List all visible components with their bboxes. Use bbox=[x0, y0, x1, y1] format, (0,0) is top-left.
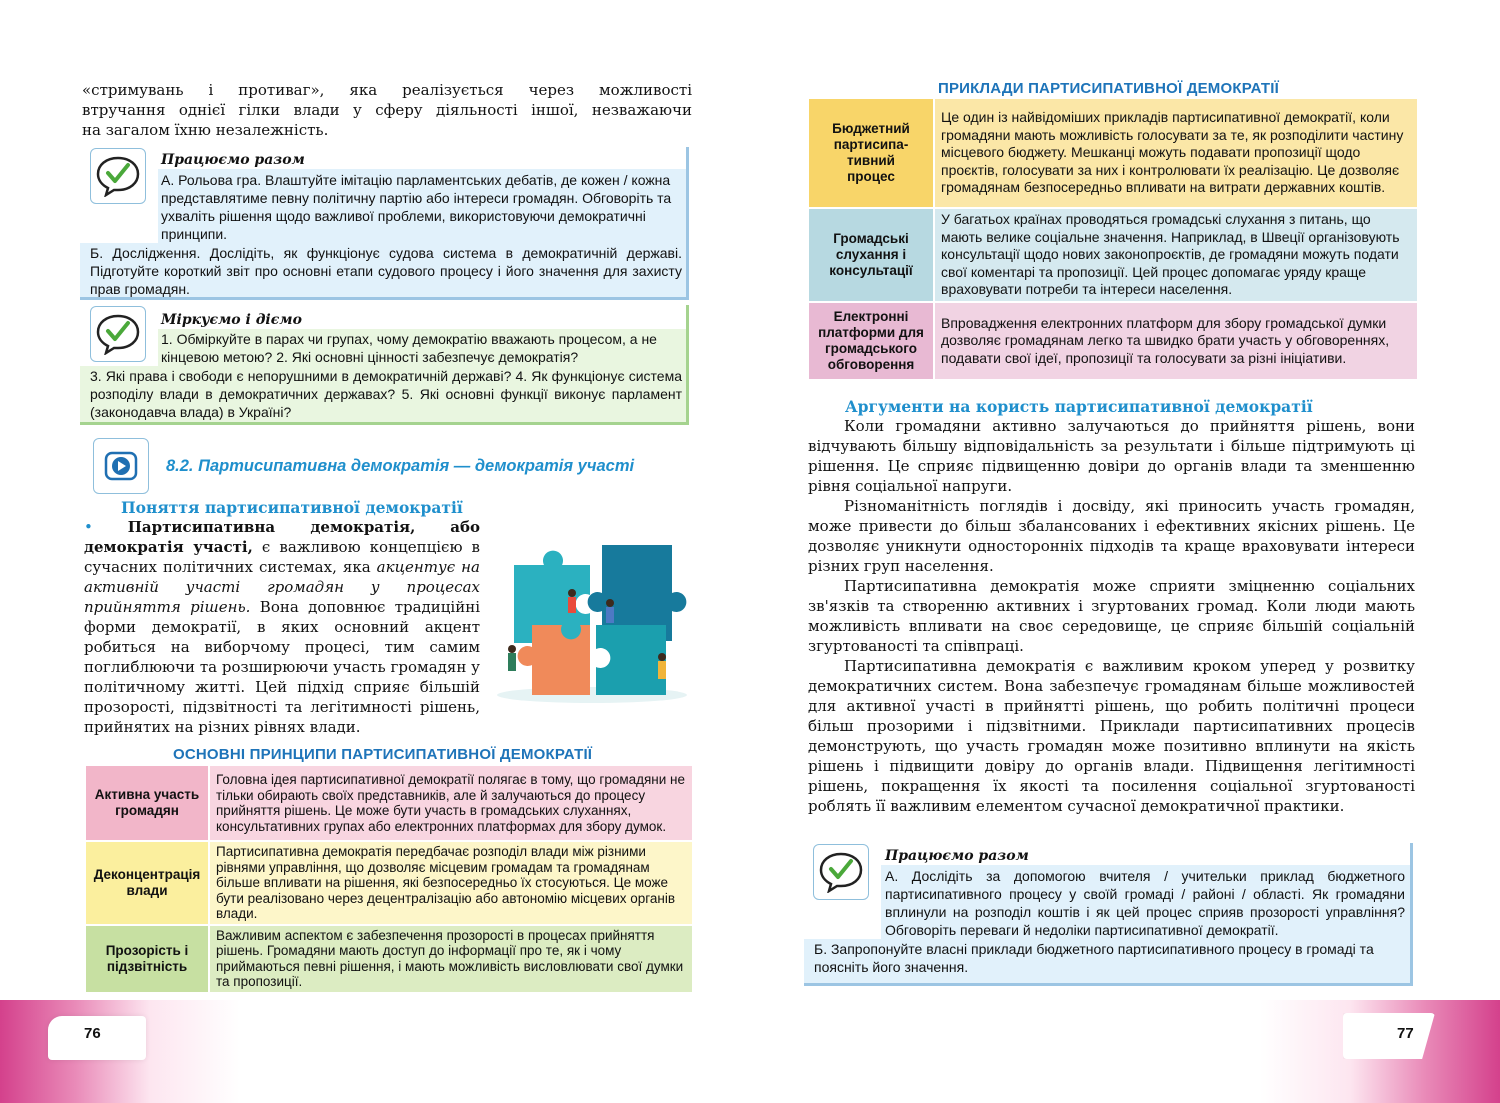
page-number-right: 77 bbox=[1397, 1025, 1414, 1042]
page-number-tab-right bbox=[1343, 1013, 1435, 1059]
row-label: Деконцентрація влади bbox=[85, 841, 209, 925]
intro-paragraph bbox=[82, 80, 692, 140]
row-text: Важливим аспектом є забезпечення прозорості в процесах прийняття рішень. Громадяни мають доступ до інформації про те, як і чому приймаються певні рішення, і мають можливість висловлювати свої думки та пропозиції. bbox=[209, 925, 693, 993]
row-text: Впровадження електронних платформ для збору громадської думки дозволяє громадянам легко та швидко брати участь у обговореннях, подавати свої ідеї, пропозиції та голосувати за різні ініціативи. bbox=[934, 302, 1418, 380]
table-row bbox=[808, 98, 1418, 208]
table-row bbox=[85, 841, 693, 925]
bottom-band bbox=[0, 1000, 1500, 1103]
examples-table-title: ПРИКЛАДИ ПАРТИСИПАТИВНОЇ ДЕМОКРАТІЇ bbox=[938, 80, 1279, 97]
row-text: У багатьох країнах проводяться громадські слухання з питань, що мають велике соціальне значення. Наприклад, в Швеції організовують консультації щодо нових законопроєктів, де громадяни можуть подати свої коментарі та пропозиції. Цей процес допомагає уряду краще враховувати потреби та інтереси населення. bbox=[934, 208, 1418, 302]
page-number-left: 76 bbox=[84, 1025, 101, 1042]
row-label: Активна участь громадян bbox=[85, 765, 209, 841]
paragraph: Партисипативна демократія може сприяти зміцненню соціальних зв'язків та створенню активних і згуртованих громад. Коли люди мають можливість впливати на своє середовище, це сприяє більшій соціальній згуртованості та співпраці. bbox=[808, 577, 1415, 655]
definition-text-3: Цей підхід сприяє більшій прозорості, підзвітності та легітимності рішень, прийнятих на різних рівнях влади. bbox=[84, 678, 480, 736]
definition-paragraph bbox=[84, 517, 692, 737]
paragraph: Партисипативна демократія є важливим кроком уперед у розвитку демократичних систем. Вона забезпечує громадянам більше можливостей для активної участі в прийнятті рішень, що робить політичні процеси більш прозорими і підзвітними. Приклади партисипативних процесів демонструють, що участь громадян може позитивно вплинути на якість рішень і підвищити довіру до органів влади. Підвищення легітимності рішень, покращення їх якості та посилення соціальної згуртованості роблять її важливим елементом сучасної демократичної практики. bbox=[808, 657, 1415, 815]
video-icon[interactable] bbox=[93, 438, 149, 494]
paragraph: Коли громадяни активно залучаються до прийняття рішень, вони відчувають більшу відповідальність за результати і більше підтримують ці рішення. Це сприяє підвищенню довіри до органів влади та зменшенню рівня соціальної напруги. bbox=[808, 417, 1415, 495]
paragraph: Різноманітність поглядів і досвіду, які приносить участь громадян, може привести до більш збалансованих і ефективних якісних рішень. Це дозволяє уникнути односторонніх підходів та краще враховувати інтереси різних груп населення. bbox=[808, 497, 1415, 575]
examples-table bbox=[807, 97, 1419, 381]
table-row bbox=[85, 765, 693, 841]
row-text: Головна ідея партисипативної демократії полягає в тому, що громадяни не тільки обирають своїх представників, але й залучаються до процесу прийняття рішень. Це може бути участь в громадських слуханнях, консультативних групах або електронних платформах для збору думок. bbox=[209, 765, 693, 841]
table-row bbox=[85, 925, 693, 993]
arguments-heading: Аргументи на користь партисипативної демократії bbox=[845, 397, 1313, 416]
task-text-b: Б. Запропонуйте власні приклади бюджетного партисипативного процесу в громаді та поясніть його значення. bbox=[814, 941, 1374, 975]
term-participatory: Партисипативна демократія, bbox=[127, 518, 416, 536]
task-text-a: А. Дослідіть за допомогою вчителя / учительки приклад бюджетного партисипативного процесу у своїй громаді / районі / області. Як громадяни вплинули на розподіл коштів і як цей процес сприяв прозорості управління? Обговоріть переваги й недоліки партисипативної демократії. bbox=[885, 868, 1405, 938]
row-text: Це один із найвідоміших прикладів партисипативної демократії, коли громадяни мають можливість голосувати за те, як розподілити частину місцевого бюджету. Мешканці можуть подавати пропозиції щодо проєктів, голосувати за них і контролювати їх реалізацію. Це дозволяє громадянам безпосередньо впливати на витрати державних коштів. bbox=[934, 98, 1418, 208]
task-box-work-together-2 bbox=[804, 843, 1417, 986]
task-text-a: А. Рольова гра. Влаштуйте імітацію парламентських дебатів, де кожен / кожна представлятиме певну політичну партію або інтереси громадян. Обговоріть та ухваліть рішення щодо важливої проблеми, використовуючи демократичні принципи. bbox=[161, 172, 672, 242]
definition-italic: акцентує на активній участі громадян у процесах прийняття рішень. bbox=[84, 558, 480, 616]
task-title: Міркуємо і діємо bbox=[161, 312, 302, 328]
checkmark-speech-icon bbox=[90, 306, 146, 362]
task-title: Працюємо разом bbox=[885, 848, 1029, 864]
subheading-concept: Поняття партисипативної демократії bbox=[121, 498, 463, 517]
row-label: Електронні платформи для громадського обговорення bbox=[808, 302, 934, 380]
arguments-text bbox=[808, 416, 1415, 816]
table-row bbox=[808, 208, 1418, 302]
definition-text-2: Вона доповнює традиційні форми демократії, в яких основний акцент робиться на виборчому процесі, тим самим поглиблюючи та розширюючи участь громадян у політичному житті. bbox=[84, 598, 481, 696]
bullet: • bbox=[84, 518, 93, 536]
row-label: Бюджетний партисипативний процес bbox=[808, 98, 934, 208]
row-label: Громадські слухання і консультації bbox=[808, 208, 934, 302]
task-box-work-together bbox=[80, 147, 692, 300]
principles-table-title: ОСНОВНІ ПРИНЦИПИ ПАРТИСИПАТИВНОЇ ДЕМОКРАТІЇ bbox=[173, 746, 593, 763]
checkmark-speech-icon bbox=[813, 844, 869, 900]
row-label: Прозорість і підзвітність bbox=[85, 925, 209, 993]
task-title: Працюємо разом bbox=[161, 152, 305, 168]
term-or: або bbox=[450, 518, 480, 536]
row-text: Партисипативна демократія передбачає розподіл влади між різними рівнями управління, що дозволяє місцевим громадам та громадянам більше впливати на рішення, які безпосередньо їх стосуються. Це може бути реалізовано через децентралізацію або автономію місцевих органів влади. bbox=[209, 841, 693, 925]
table-row bbox=[808, 302, 1418, 380]
term-participation: демократія участі, bbox=[84, 538, 253, 556]
task-text-a: 1. Обміркуйте в парах чи групах, чому демократію вважають процесом, а не кінцевою метою? 2. Які основні цінності забезпечує демократія? bbox=[161, 331, 657, 365]
puzzle-illustration bbox=[492, 537, 692, 705]
task-text-b: 3. Які права і свободи є непорушними в демократичній державі? 4. Як функціонує система розподілу влади в демократичних державах? 5. Які основні функції виконує парламент (законодавча влада) в Україні? bbox=[90, 368, 682, 420]
intro-line: «стримувань і противаг», яка реалізується через можливості bbox=[82, 81, 692, 99]
definition-text-1: є важливою концепцією в сучасних політичних системах, яка bbox=[84, 538, 480, 576]
section-title: 8.2. Партисипативна демократія — демократія участі bbox=[166, 457, 635, 475]
task-box-think-act bbox=[80, 305, 692, 425]
principles-table bbox=[84, 764, 694, 994]
intro-line: втручання однієї гілки влади у сферу діяльності іншої, незважаючи bbox=[82, 101, 692, 119]
task-text-b: Б. Дослідження. Дослідіть, як функціонує судова система в демократичній державі. Підготуйте короткий звіт про основні етапи судового процесу і його значення для захисту прав громадян. bbox=[90, 245, 682, 297]
checkmark-speech-icon bbox=[90, 148, 146, 204]
intro-line: на загалом їхню незалежність. bbox=[82, 121, 329, 139]
